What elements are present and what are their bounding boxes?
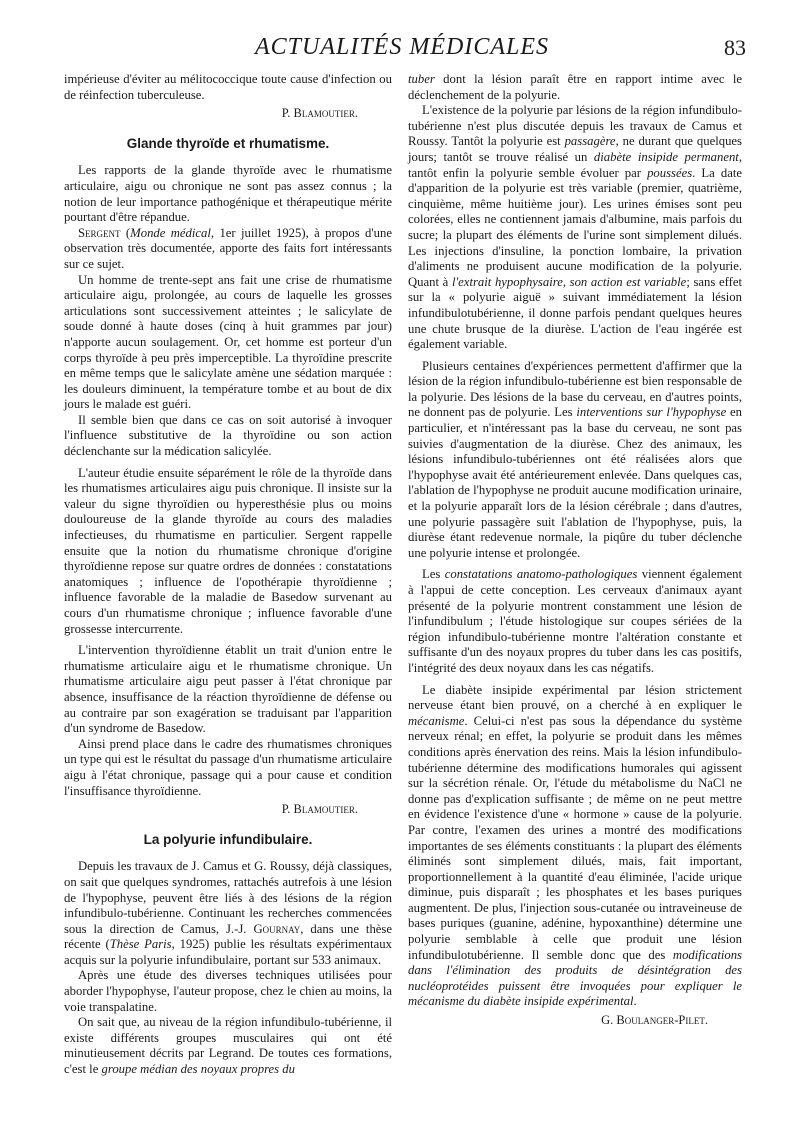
author-signature: P. Blamoutier. [281,106,358,121]
author-name: Sergent [78,225,121,240]
running-header [62,34,746,64]
paragraph: On sait que, au niveau de la région infundibulo-tubérienne, il existe différents groupes musculaires qui ont été minutieusement décrits par Legrand. De toutes ces formations, c'est le groupe médian des noyaux propres du [64,1015,392,1077]
article-heading-polyuria: La polyurie infundibulaire. [143,831,313,847]
paragraph: L'existence de la polyurie par lésions de la région infundibulo-tubérienne n'est plus discutée depuis les travaux de Camus et Roussy. Tantôt la polyurie est passagère, ne durant que quelques jours; tantôt se trouve réalisé un diabète insipide permanent, tantôt enfin la polyurie semble évoluer par poussées. La date d'apparition de la polyurie est très variable (premier, quatrième, cinquième, même huitième jour). Les urines émises sont peu colorées, elles ne contiennent jamais d'albumine, mais parfois du sucre; la plupart des éléments de l'urine sont simplement dilués. Les injections d'insuline, la ponction lombaire, la privation d'aliments ne produisent aucune modification de la polyurie. Quant à l'extrait hypophysaire, son action est variable; sans effet sur la « polyurie aiguë » suivant immédiatement la lésion infundibulotubérienne, il donne parfois pendant quelques heures une chute brusque de la diurèse. L'action de l'eau ingérée est également variable. [408,103,742,352]
paragraph: L'intervention thyroïdienne établit un trait d'union entre le rhumatisme articulaire aigu et le rhumatisme chronique. Un rhumatisme articulaire aigu peut passer à l'état chronique par absence, insuffisance de la réaction thyroïdienne de défense ou au contraire par son exagération se traduisant par l'apparition d'un syndrome de Basedow. [64,643,392,736]
paragraph: Les constatations anatomo-pathologiques viennent également à l'appui de cette conception. Les cerveaux d'animaux ayant présenté de la polyurie montrent constamment une lésion de l'infundibulum ; l'étude histologique sur coupes sériées de la région infundibulo-tubérienne montre l'altération constante et suffisante d'un des noyaux propres du tuber dans les cas positifs, l'intégrité des deux noyaux dans les cas négatifs. [408,567,742,675]
paragraph: Un homme de trente-sept ans fait une crise de rhumatisme articulaire aigu, prolongée, au cours de laquelle les grosses articulations sont successivement atteintes ; le salicylate de soude donné à haute doses (cinq à huit grammes par jour) n'apporte aucun soulagement. Or, cet homme est porteur d'un corps thyroïde à peu près imperceptible. La thyroïdine prescrite en même temps que le salicylate amène une sédation marquée : les douleurs diminuent, la température tombe et au bout de dix jours le malade est guéri. [64,272,392,412]
author-signature: P. Blamoutier. [281,802,358,817]
continued-paragraph: impérieuse d'éviter au mélitococcique toute cause d'infection ou de réinfection tuberculeuse. [64,72,392,102]
thesis-title: Thèse Paris [109,937,172,952]
right-column [408,72,742,1029]
author-name: Gournay [253,921,301,936]
journal-title: Monde médical [130,225,211,240]
paragraph: L'auteur étudie ensuite séparément le rôle de la thyroïde dans les rhumatismes articulaires aigu puis chronique. Il insiste sur la valeur du signe thyroïdien ou hyperesthésie plus ou moins douloureuse de la glande thyroïde au cours des maladies infectieuses, du rhumatisme en particulier. Sergent rappelle ensuite que la notion du rhumatisme chronique d'origine thyroïdienne repose sur quatre ordres de données : constatations anatomiques ; influence de l'opothérapie thyroïdienne ; influence favorable de la maladie de Basedow survenant au cours d'un rhumatisme chronique ; influence favorable d'une grossesse intercurrente. [64,465,392,636]
paragraph: Après une étude des diverses techniques utilisées pour aborder l'hypophyse, l'auteur propose, chez le chien au moins, la voie transpalatine. [64,968,392,1014]
article-heading-thyroid: Glande thyroïde et rhumatisme. [126,135,330,151]
paragraph: Ainsi prend place dans le cadre des rhumatismes chroniques un type qui est le résultat du passage d'un rhumatisme articulaire aigu à l'état chronique, passage qui a pour cause et condition l'insuffisance thyroïdienne. [64,736,392,798]
paragraph: Les rapports de la glande thyroïde avec le rhumatisme articulaire, aigu ou chronique ne sont pas assez connus ; la notion de leur importance pathogénique et thérapeutique mérite pourtant d'être répandue. [64,163,392,225]
paragraph: Plusieurs centaines d'expériences permettent d'affirmer que la lésion de la région infundibulo-tubérienne est bien responsable de la polyurie. Des lésions de la base du cerveau, en d'autres points, ne donnent pas de polyurie. Les interventions sur l'hypophyse en particulier, et n'intéressant pas la base du cerveau, ne sont pas suivies d'augmentation de la diurèse. Chez des animaux, les lésions infundibulo-tubériennes ont été réalisées alors que l'hypophyse avait été antérieurement enlevée. Dans quelques cas, l'ablation de l'hypophyse ne produit aucune modification urinaire, et la polyurie apparaît lors de la lésion cérébrale ; dans d'autres, une polyurie passagère suit l'ablation de l'hypophyse, puis, la diurèse étant redevenue normale, la piqûre du tuber déclenche une polyurie intense et prolongée. [408,358,743,560]
paragraph: Depuis les travaux de J. Camus et G. Roussy, déjà classiques, on sait que quelques syndromes, rattachés autrefois à une lésion de l'hypophyse, peuvent être liés à des lésions de la région infundibulo-tubérienne. Continuant les recherches commencées sous la direction de Camus, J.-J. Gournay, dans une thèse récente (Thèse Paris, 1925) publie les résultats expérimentaux acquis sur la polyurie infundibulaire, portant sur 533 animaux. [64,859,392,967]
author-signature: G. Boulanger-Pilet. [601,1013,708,1028]
running-title: ACTUALITÉS MÉDICALES [254,34,549,60]
paragraph: Sergent (Monde médical, 1er juillet 1925), à propos d'une observation très documentée, apporte des faits fort intéressants sur ce sujet. [64,225,392,271]
paragraph: Il semble bien que dans ce cas on soit autorisé à invoquer l'influence substitutive de la thyroïdine ou son action déclenchante sur la médication salicylée. [64,412,392,459]
page-number: 83 [724,35,746,60]
paragraph: Le diabète insipide expérimental par lésion strictement nerveuse étant bien prouvé, on a cherché à en expliquer le mécanisme. Celui-ci n'est pas sous la dépendance du système nerveux rénal; en effet, la polyurie se produit dans les mêmes conditions après énervation des reins. Mais la lésion infundibulo-tubérienne détermine des modifications humorales qui agissent sur la sécrétion rénale. Or, l'étude du métabolisme du NaCl ne donne pas d'explication suffisante ; de même on ne peut mettre en évidence l'existence d'une « hormone » cause de la polyurie. Par contre, l'examen des urines a montré des modifications importantes de ses éléments constituants : la plupart des éléments éliminés sont simplement dilués, mais, fait important, proportionnellement à la quantité d'eau éliminée, l'acide urique diminue, puis disparaît ; les phosphates et les bases puriques augmentent. De plus, l'injection sous-cutanée ou intraveineuse de bases puriques (guanine, adénine, hypoxanthine) détermine une polyurie semblable à celle que produit une lésion infundibulotubérienne. Il semble donc que des modifications dans l'élimination des produits de désintégration des nucléoprotéides puissent être invoquées pour expliquer le mécanisme du diabète insipide expérimental. [408,682,742,1009]
left-column [64,72,392,1078]
continued-paragraph: tuber dont la lésion paraît être en rapport intime avec le déclenchement de la polyurie. [408,72,742,102]
